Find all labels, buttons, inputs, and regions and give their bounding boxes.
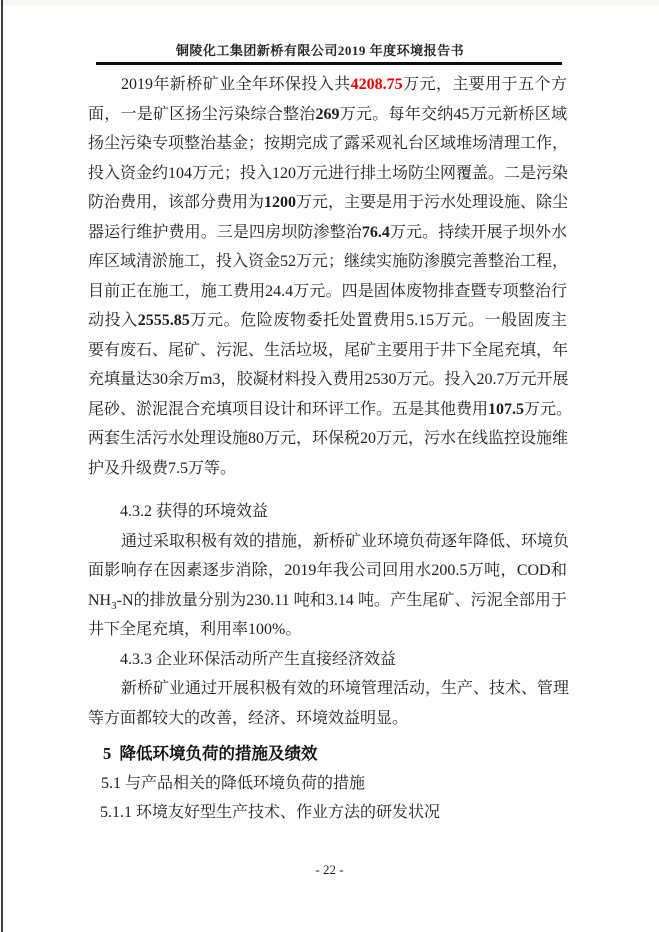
header-rule xyxy=(96,62,562,65)
para-line: 要有废石、尾矿、污泥、生活垃圾，尾矿主要用于井下全尾充填，年 xyxy=(88,341,569,359)
para-line: 器运行维护费用。三是四房坝防渗整治76.4万元。持续开展子坝外水 xyxy=(88,223,567,241)
para-line: 防治费用，该部分费用为1200万元，主要是用于污水处理设施、除尘 xyxy=(88,194,569,211)
heading-5: 5 降低环境负荷的措施及绩效 xyxy=(103,744,318,763)
para-line: 扬尘污染专项整治基金；按期完成了露采观礼台区域堆场清理工作， xyxy=(88,135,569,152)
para-line: 2019年新桥矿业全年环保投入共4208.75万元，主要用于五个方 xyxy=(121,76,567,93)
para-line: 投入资金约104万元；投入120万元进行排土场防尘网覆盖。二是污染 xyxy=(88,164,569,182)
para-line: 充填量达30余万m3，胶凝材料投入费用2530万元。投入20.7万元开展 xyxy=(88,371,569,388)
para-line: 面，一是矿区扬尘污染综合整治269万元。每年交纳45万元新桥区域 xyxy=(88,105,567,123)
para-line: 面影响存在因素逐步消除，2019年我公司回用水200.5万吨，COD和 xyxy=(88,562,567,579)
para-line: 库区域清淤施工，投入资金52万元；继续实施防渗膜完善整治工程， xyxy=(88,253,569,270)
scan-edge-line xyxy=(1,0,3,932)
document-body xyxy=(88,70,573,828)
scan-top-strip xyxy=(0,0,659,5)
para-line: 新桥矿业通过开展积极有效的环境管理活动，生产、技术、管理 xyxy=(121,680,570,697)
para-line: $NH_3-N$的排放量分别为230.11 吨和3.14 吨。产生尾矿、污泥全部用于 xyxy=(88,591,567,612)
para-line: 井下全尾充填，利用率100%。 xyxy=(88,621,302,638)
heading-4-3-2: 4.3.2 获得的环境效益 xyxy=(120,503,269,520)
heading-5-1-1: 5.1.1 环境友好型生产技术、作业方法的研发状况 xyxy=(100,804,441,821)
para-line: 等方面都较大的改善，经济、环境效益明显。 xyxy=(88,709,409,727)
para-line: 目前正在施工，施工费用24.4万元。四是固体废物排查暨专项整治行 xyxy=(88,282,567,300)
page-number: - 22 - xyxy=(315,862,344,877)
para-line: 护及升级费7.5万等。 xyxy=(88,459,237,477)
para-line: 通过采取积极有效的措施，新桥矿业环境负荷逐年降低、环境负 xyxy=(121,532,570,550)
para-line: 尾砂、淤泥混合充填项目设计和环评工作。五是其他费用107.5万元。 xyxy=(88,400,573,418)
para-line: 动投入2555.85万元。危险废物委托处置费用5.15万元。一般固废主 xyxy=(88,312,567,329)
heading-4-3-3: 4.3.3 企业环保活动所产生直接经济效益 xyxy=(120,650,397,668)
report-header-title: 铜陵化工集团新桥有限公司2019 年度环境报告书 xyxy=(175,43,465,58)
para-line: 两套生活污水处理设施80万元，环保税20万元，污水在线监控设施维 xyxy=(88,430,569,447)
heading-5-1: 5.1 与产品相关的降低环境负荷的措施 xyxy=(101,774,366,792)
